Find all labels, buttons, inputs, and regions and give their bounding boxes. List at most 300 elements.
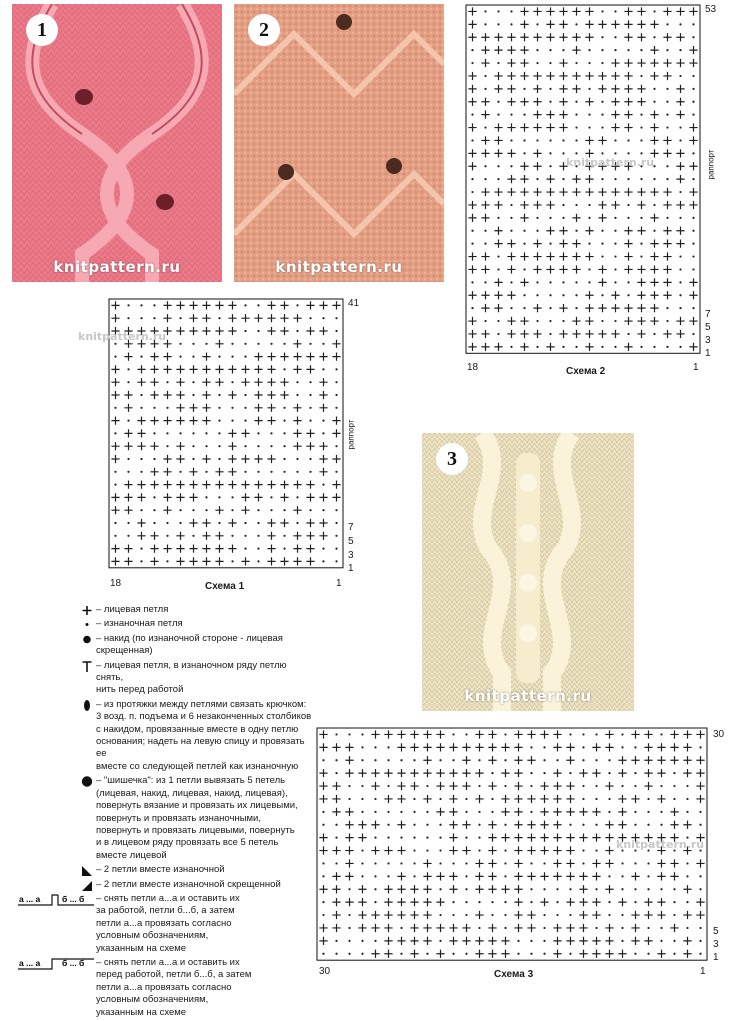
- knit-mark: [533, 304, 541, 312]
- knit-mark: [514, 898, 522, 906]
- knit-mark: [520, 59, 528, 67]
- knit-mark: [293, 417, 301, 425]
- purl-mark: [361, 759, 363, 761]
- knit-mark: [371, 846, 379, 854]
- knit-mark: [176, 557, 184, 565]
- purl-mark: [179, 432, 181, 434]
- purl-mark: [582, 798, 584, 800]
- knit-mark: [449, 924, 457, 932]
- knit-mark: [137, 442, 145, 450]
- purl-mark: [504, 875, 506, 877]
- purl-mark: [523, 268, 525, 270]
- purl-mark: [497, 268, 499, 270]
- purl-mark: [478, 759, 480, 761]
- knit-mark: [124, 493, 132, 501]
- knit-mark: [689, 201, 697, 209]
- knit-mark: [637, 317, 645, 325]
- knit-mark: [202, 365, 210, 373]
- knit-mark: [189, 481, 197, 489]
- knit-mark: [696, 782, 704, 790]
- purl-mark: [692, 101, 694, 103]
- purl-mark: [601, 255, 603, 257]
- knit-mark: [683, 743, 691, 751]
- knit-mark: [650, 214, 658, 222]
- knit-mark: [507, 317, 515, 325]
- knit-mark: [624, 20, 632, 28]
- purl-mark: [478, 837, 480, 839]
- purl-mark: [543, 862, 545, 864]
- purl-mark: [582, 746, 584, 748]
- knit-mark: [605, 782, 613, 790]
- knit-mark: [566, 898, 574, 906]
- knit-mark: [254, 404, 262, 412]
- purl-mark: [322, 484, 324, 486]
- purl-mark: [679, 139, 681, 141]
- knit-mark: [319, 730, 327, 738]
- purl-mark: [465, 888, 467, 890]
- purl-mark: [614, 49, 616, 51]
- knit-mark: [585, 227, 593, 235]
- knit-mark: [696, 730, 704, 738]
- knit-mark: [397, 911, 405, 919]
- knit-mark: [676, 227, 684, 235]
- purl-mark: [114, 343, 116, 345]
- legend-bobble-line-5: повернуть и провязать лицевыми, повернуть: [96, 824, 295, 836]
- photo-2-number: 2: [248, 14, 280, 46]
- purl-mark: [205, 432, 207, 434]
- purl-mark: [192, 432, 194, 434]
- purl-mark: [621, 746, 623, 748]
- knit-mark: [520, 7, 528, 15]
- knit-mark: [481, 33, 489, 41]
- knit-mark: [306, 545, 314, 553]
- knit-mark: [514, 859, 522, 867]
- knit-mark: [163, 493, 171, 501]
- knit-mark: [481, 188, 489, 196]
- knit-mark: [358, 924, 366, 932]
- purl-mark: [296, 496, 298, 498]
- knit-mark: [683, 950, 691, 958]
- purl-mark: [673, 940, 675, 942]
- purl-mark: [465, 811, 467, 813]
- purl-mark: [647, 888, 649, 890]
- legend-cable-back-line-1: – снять петли а...а и оставить их: [96, 892, 240, 904]
- purl-mark: [491, 914, 493, 916]
- knit-mark: [605, 950, 613, 958]
- purl-mark: [218, 445, 220, 447]
- knit-mark: [481, 265, 489, 273]
- knit-mark: [546, 7, 554, 15]
- knit-symbol-icon: [80, 604, 94, 617]
- knit-mark: [111, 378, 119, 386]
- knit-mark: [319, 519, 327, 527]
- purl-mark: [575, 230, 577, 232]
- knit-mark: [566, 872, 574, 880]
- knit-mark: [423, 859, 431, 867]
- knit-mark: [410, 743, 418, 751]
- knit-mark: [468, 265, 476, 273]
- purl-mark: [374, 940, 376, 942]
- knit-mark: [663, 136, 671, 144]
- knit-mark: [293, 404, 301, 412]
- knit-mark: [637, 265, 645, 273]
- purl-mark: [536, 230, 538, 232]
- knit-mark: [280, 481, 288, 489]
- purl-mark: [322, 560, 324, 562]
- knit-mark: [150, 378, 158, 386]
- purl-mark: [673, 953, 675, 955]
- knit-mark: [637, 188, 645, 196]
- purl-mark: [634, 901, 636, 903]
- knit-mark: [624, 317, 632, 325]
- knit-mark: [332, 808, 340, 816]
- purl-mark: [439, 940, 441, 942]
- knit-mark: [423, 730, 431, 738]
- purl-mark: [361, 785, 363, 787]
- purl-mark: [569, 953, 571, 955]
- purl-mark: [640, 114, 642, 116]
- knit-mark: [566, 924, 574, 932]
- knit-mark: [611, 20, 619, 28]
- purl-mark: [699, 746, 701, 748]
- knit-mark: [293, 442, 301, 450]
- knit-mark: [215, 545, 223, 553]
- purl-mark: [309, 394, 311, 396]
- purl-mark: [127, 317, 129, 319]
- knit-mark: [559, 240, 567, 248]
- knit-mark: [598, 278, 606, 286]
- knit-mark: [644, 756, 652, 764]
- purl-mark: [549, 165, 551, 167]
- knit-mark: [637, 304, 645, 312]
- knit-mark: [267, 404, 275, 412]
- knit-mark: [598, 72, 606, 80]
- knit-mark: [572, 330, 580, 338]
- knit-mark: [507, 98, 515, 106]
- purl-mark: [471, 178, 473, 180]
- knit-mark: [572, 175, 580, 183]
- purl-mark: [140, 407, 142, 409]
- knit-mark: [637, 85, 645, 93]
- purl-mark: [153, 458, 155, 460]
- purl-mark: [686, 798, 688, 800]
- purl-mark: [653, 333, 655, 335]
- legend-cable-front-line-5: указанным на схеме: [96, 1006, 187, 1018]
- knit-mark: [572, 317, 580, 325]
- knit-mark: [605, 730, 613, 738]
- knit-mark: [585, 291, 593, 299]
- knit-mark: [319, 846, 327, 854]
- knit-mark: [397, 795, 405, 803]
- knit-mark: [553, 924, 561, 932]
- knit-mark: [488, 924, 496, 932]
- purl-mark: [666, 165, 668, 167]
- knit-mark: [371, 924, 379, 932]
- purl-mark: [601, 10, 603, 12]
- purl-mark: [309, 458, 311, 460]
- knit-mark: [670, 730, 678, 738]
- knit-mark: [345, 756, 353, 764]
- knit-mark: [215, 506, 223, 514]
- purl-mark: [666, 217, 668, 219]
- purl-mark: [283, 535, 285, 537]
- scheme-2-right-label: 1: [693, 362, 699, 373]
- knit-mark: [293, 314, 301, 322]
- knit-mark: [533, 330, 541, 338]
- knit-mark: [176, 532, 184, 540]
- scheme-1-row-5: 5: [348, 536, 354, 547]
- knit-mark: [494, 278, 502, 286]
- purl-mark: [686, 901, 688, 903]
- purl-mark: [699, 888, 701, 890]
- knit-mark: [546, 201, 554, 209]
- purl-mark: [257, 535, 259, 537]
- purl-mark: [322, 368, 324, 370]
- purl-mark: [504, 733, 506, 735]
- knit-mark: [527, 924, 535, 932]
- purl-mark: [471, 139, 473, 141]
- purl-mark: [588, 126, 590, 128]
- purl-mark: [296, 304, 298, 306]
- knit-mark: [657, 769, 665, 777]
- purl-mark: [666, 101, 668, 103]
- purl-mark: [361, 811, 363, 813]
- knit-mark: [267, 391, 275, 399]
- knit-mark: [631, 911, 639, 919]
- knit-mark: [559, 304, 567, 312]
- knit-mark: [384, 795, 392, 803]
- knit-mark: [384, 924, 392, 932]
- purl-mark: [510, 139, 512, 141]
- knit-mark: [572, 188, 580, 196]
- purl-mark: [653, 10, 655, 12]
- knit-mark: [644, 898, 652, 906]
- knit-mark: [514, 834, 522, 842]
- legend-cable-front-line-1: – снять петли а...а и оставить их: [96, 956, 240, 968]
- purl-mark: [471, 191, 473, 193]
- purl-mark: [348, 785, 350, 787]
- knit-mark: [553, 795, 561, 803]
- purl-mark: [543, 927, 545, 929]
- scheme-1-row-7: 7: [348, 522, 354, 533]
- knit-mark: [189, 417, 197, 425]
- knit-mark: [585, 317, 593, 325]
- knit-mark: [683, 885, 691, 893]
- purl-mark: [510, 230, 512, 232]
- knit-mark: [254, 417, 262, 425]
- knit-mark: [436, 872, 444, 880]
- scheme-3-row-30: 30: [713, 729, 725, 740]
- knit-mark: [280, 353, 288, 361]
- knit-mark: [663, 252, 671, 260]
- knit-mark: [514, 885, 522, 893]
- purl-mark: [660, 824, 662, 826]
- knit-mark: [436, 743, 444, 751]
- knit-mark: [566, 834, 574, 842]
- knit-mark: [553, 937, 561, 945]
- purl-mark: [614, 243, 616, 245]
- purl-mark: [257, 330, 259, 332]
- knit-mark: [559, 85, 567, 93]
- purl-mark: [166, 535, 168, 537]
- knit-mark: [579, 911, 587, 919]
- knit-mark: [689, 343, 697, 351]
- knit-mark: [410, 730, 418, 738]
- knit-mark: [559, 111, 567, 119]
- purl-mark: [335, 733, 337, 735]
- knit-mark: [540, 795, 548, 803]
- knit-mark: [267, 481, 275, 489]
- knit-mark: [293, 506, 301, 514]
- knit-mark: [605, 885, 613, 893]
- purl-mark: [634, 746, 636, 748]
- knit-mark: [689, 317, 697, 325]
- purl-mark: [523, 139, 525, 141]
- knit-mark: [546, 123, 554, 131]
- knit-mark: [520, 214, 528, 222]
- knit-mark: [410, 937, 418, 945]
- knit-mark: [410, 898, 418, 906]
- knit-mark: [423, 795, 431, 803]
- knit-mark: [598, 330, 606, 338]
- purl-mark: [244, 548, 246, 550]
- legend-cable-back: [10, 893, 315, 955]
- legend-knit-text: – лицевая петля: [96, 604, 169, 615]
- purl-mark: [530, 862, 532, 864]
- purl-mark: [510, 23, 512, 25]
- knit-mark: [319, 937, 327, 945]
- purl-mark: [361, 798, 363, 800]
- cable-front-label-b: б ... б: [62, 957, 85, 968]
- knit-mark: [423, 872, 431, 880]
- knit-mark: [241, 481, 249, 489]
- knit-mark: [254, 365, 262, 373]
- purl-mark: [166, 522, 168, 524]
- knit-mark: [572, 252, 580, 260]
- knit-mark: [150, 365, 158, 373]
- purl-mark: [699, 875, 701, 877]
- purl-mark: [562, 152, 564, 154]
- knit-mark: [696, 769, 704, 777]
- knit-mark: [650, 188, 658, 196]
- legend-bobble-line-3: повернуть вязание и провязать их лицевыми,: [96, 800, 298, 812]
- purl-mark: [387, 824, 389, 826]
- knit-mark: [488, 846, 496, 854]
- purl-mark: [601, 101, 603, 103]
- knit-mark: [436, 808, 444, 816]
- purl-mark: [536, 49, 538, 51]
- purl-mark: [283, 368, 285, 370]
- knit-mark: [670, 859, 678, 867]
- knit-mark: [494, 72, 502, 80]
- purl-mark: [140, 394, 142, 396]
- purl-mark: [478, 785, 480, 787]
- purl-mark: [374, 875, 376, 877]
- purl-mark: [588, 243, 590, 245]
- purl-mark: [452, 759, 454, 761]
- knit-mark: [111, 493, 119, 501]
- purl-mark: [439, 914, 441, 916]
- knit-mark: [689, 162, 697, 170]
- knit-mark: [598, 20, 606, 28]
- purl-mark: [679, 346, 681, 348]
- knit-mark: [215, 468, 223, 476]
- purl-mark: [666, 88, 668, 90]
- purl-mark: [400, 953, 402, 955]
- slip-stitch-symbol-icon: [80, 660, 94, 673]
- purl-mark: [413, 759, 415, 761]
- purl-mark: [413, 798, 415, 800]
- knit-mark: [585, 20, 593, 28]
- purl-mark: [322, 824, 324, 826]
- knit-mark: [410, 924, 418, 932]
- knit-mark: [319, 455, 327, 463]
- knit-mark: [598, 265, 606, 273]
- knit-mark: [585, 343, 593, 351]
- purl-mark: [575, 114, 577, 116]
- scheme-1-row-1: 1: [348, 563, 354, 574]
- purl-mark: [666, 49, 668, 51]
- purl-mark: [257, 445, 259, 447]
- purl-mark: [595, 849, 597, 851]
- knit-mark: [494, 136, 502, 144]
- knit-mark: [410, 782, 418, 790]
- purl-mark: [192, 535, 194, 537]
- purl-mark: [244, 356, 246, 358]
- knit-mark: [384, 898, 392, 906]
- purl-mark: [179, 356, 181, 358]
- knit-mark: [598, 136, 606, 144]
- knit-mark: [585, 72, 593, 80]
- purl-mark: [348, 733, 350, 735]
- knit-mark: [384, 846, 392, 854]
- knit-mark: [514, 730, 522, 738]
- purl-mark: [653, 230, 655, 232]
- purl-mark: [627, 333, 629, 335]
- knit-mark: [228, 545, 236, 553]
- purl-mark: [374, 759, 376, 761]
- knit-mark: [696, 756, 704, 764]
- knit-mark: [598, 201, 606, 209]
- knit-mark: [624, 304, 632, 312]
- legend-k2tog-purl: [10, 864, 315, 876]
- purl-mark: [595, 733, 597, 735]
- knit-mark: [488, 834, 496, 842]
- purl-mark: [536, 178, 538, 180]
- knit-mark: [637, 278, 645, 286]
- purl-mark: [218, 317, 220, 319]
- knit-mark: [527, 795, 535, 803]
- cable-back-symbol-icon: [18, 893, 96, 906]
- purl-mark: [257, 304, 259, 306]
- purl-mark: [543, 759, 545, 761]
- legend-bobble: [10, 775, 315, 862]
- purl-mark: [244, 394, 246, 396]
- knit-mark: [332, 872, 340, 880]
- knit-mark: [124, 481, 132, 489]
- knit-mark: [540, 821, 548, 829]
- knit-mark: [332, 340, 340, 348]
- purl-mark: [205, 471, 207, 473]
- purl-mark: [504, 914, 506, 916]
- purl-mark: [588, 88, 590, 90]
- purl-mark: [257, 432, 259, 434]
- knit-mark: [598, 188, 606, 196]
- knit-mark: [572, 214, 580, 222]
- knit-mark: [624, 227, 632, 235]
- knit-mark: [397, 872, 405, 880]
- purl-mark: [647, 927, 649, 929]
